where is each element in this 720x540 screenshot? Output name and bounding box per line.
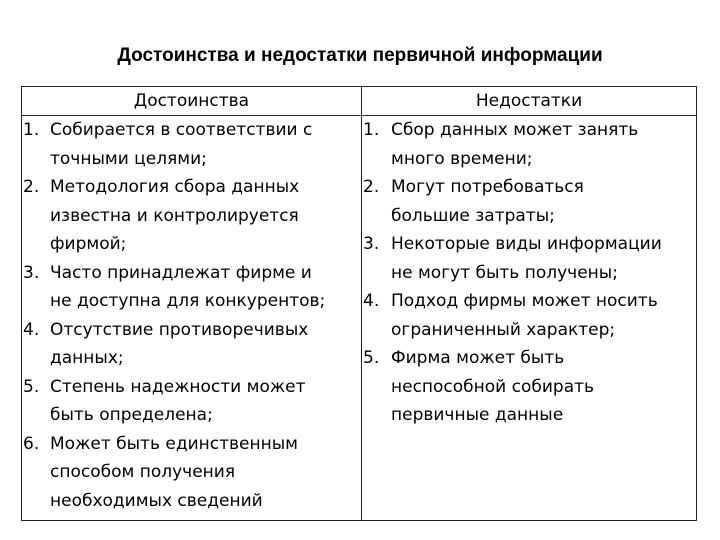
- disadvantage-item: [362, 116, 696, 173]
- table-header-row: [22, 87, 697, 116]
- item-number: 4.: [23, 319, 40, 340]
- item-text: Подход фирмы может носить ограниченный характер;: [391, 291, 658, 340]
- item-number: 2.: [363, 177, 380, 197]
- item-number: 5.: [363, 348, 380, 368]
- disadvantages-cell: [362, 116, 697, 521]
- item-number: 1.: [23, 120, 40, 140]
- item-number: 6.: [23, 433, 40, 454]
- advantage-item: [22, 173, 361, 259]
- item-text: Отсутствие противоречивых данных;: [50, 319, 309, 368]
- item-number: 4.: [363, 291, 380, 311]
- advantage-item: [22, 259, 361, 316]
- item-text: Степень надежности может быть определена;: [50, 376, 306, 425]
- item-text: Часто принадлежат фирме и не доступна для конкурентов;: [50, 262, 326, 311]
- advantage-item: [22, 373, 361, 430]
- item-number: 1.: [363, 120, 380, 140]
- item-number: 2.: [23, 177, 40, 197]
- advantages-header: Достоинства: [22, 87, 362, 116]
- item-text: Может быть единственным способом получения необходимых сведений: [50, 433, 298, 511]
- advantage-item: [22, 316, 361, 373]
- page-title: Достоинства и недостатки первичной информации: [117, 45, 603, 66]
- item-text: Методология сбора данных известна и контролируется фирмой;: [50, 177, 300, 254]
- advantages-list: [22, 116, 361, 515]
- comparison-table: [21, 86, 697, 521]
- item-text: Некоторые виды информации не могут быть получены;: [391, 234, 662, 283]
- disadvantages-header: Недостатки: [362, 87, 697, 116]
- item-text: Собирается в соответствии с точными целями;: [50, 120, 313, 169]
- disadvantage-item: [362, 344, 696, 430]
- item-text: Сбор данных может занять много времени;: [391, 120, 639, 169]
- disadvantages-list: [362, 116, 696, 430]
- item-text: Могут потребоваться большие затраты;: [391, 177, 584, 226]
- disadvantage-item: [362, 173, 696, 230]
- disadvantage-item: [362, 230, 696, 287]
- advantage-item: [22, 116, 361, 173]
- table-row: [22, 116, 697, 521]
- item-number: 3.: [363, 234, 380, 254]
- item-number: 5.: [23, 376, 40, 397]
- item-number: 3.: [23, 262, 40, 283]
- advantages-cell: [22, 116, 362, 521]
- disadvantage-item: [362, 287, 696, 344]
- item-text: Фирма может быть неспособной собирать первичные данные: [391, 348, 595, 425]
- advantage-item: [22, 430, 361, 516]
